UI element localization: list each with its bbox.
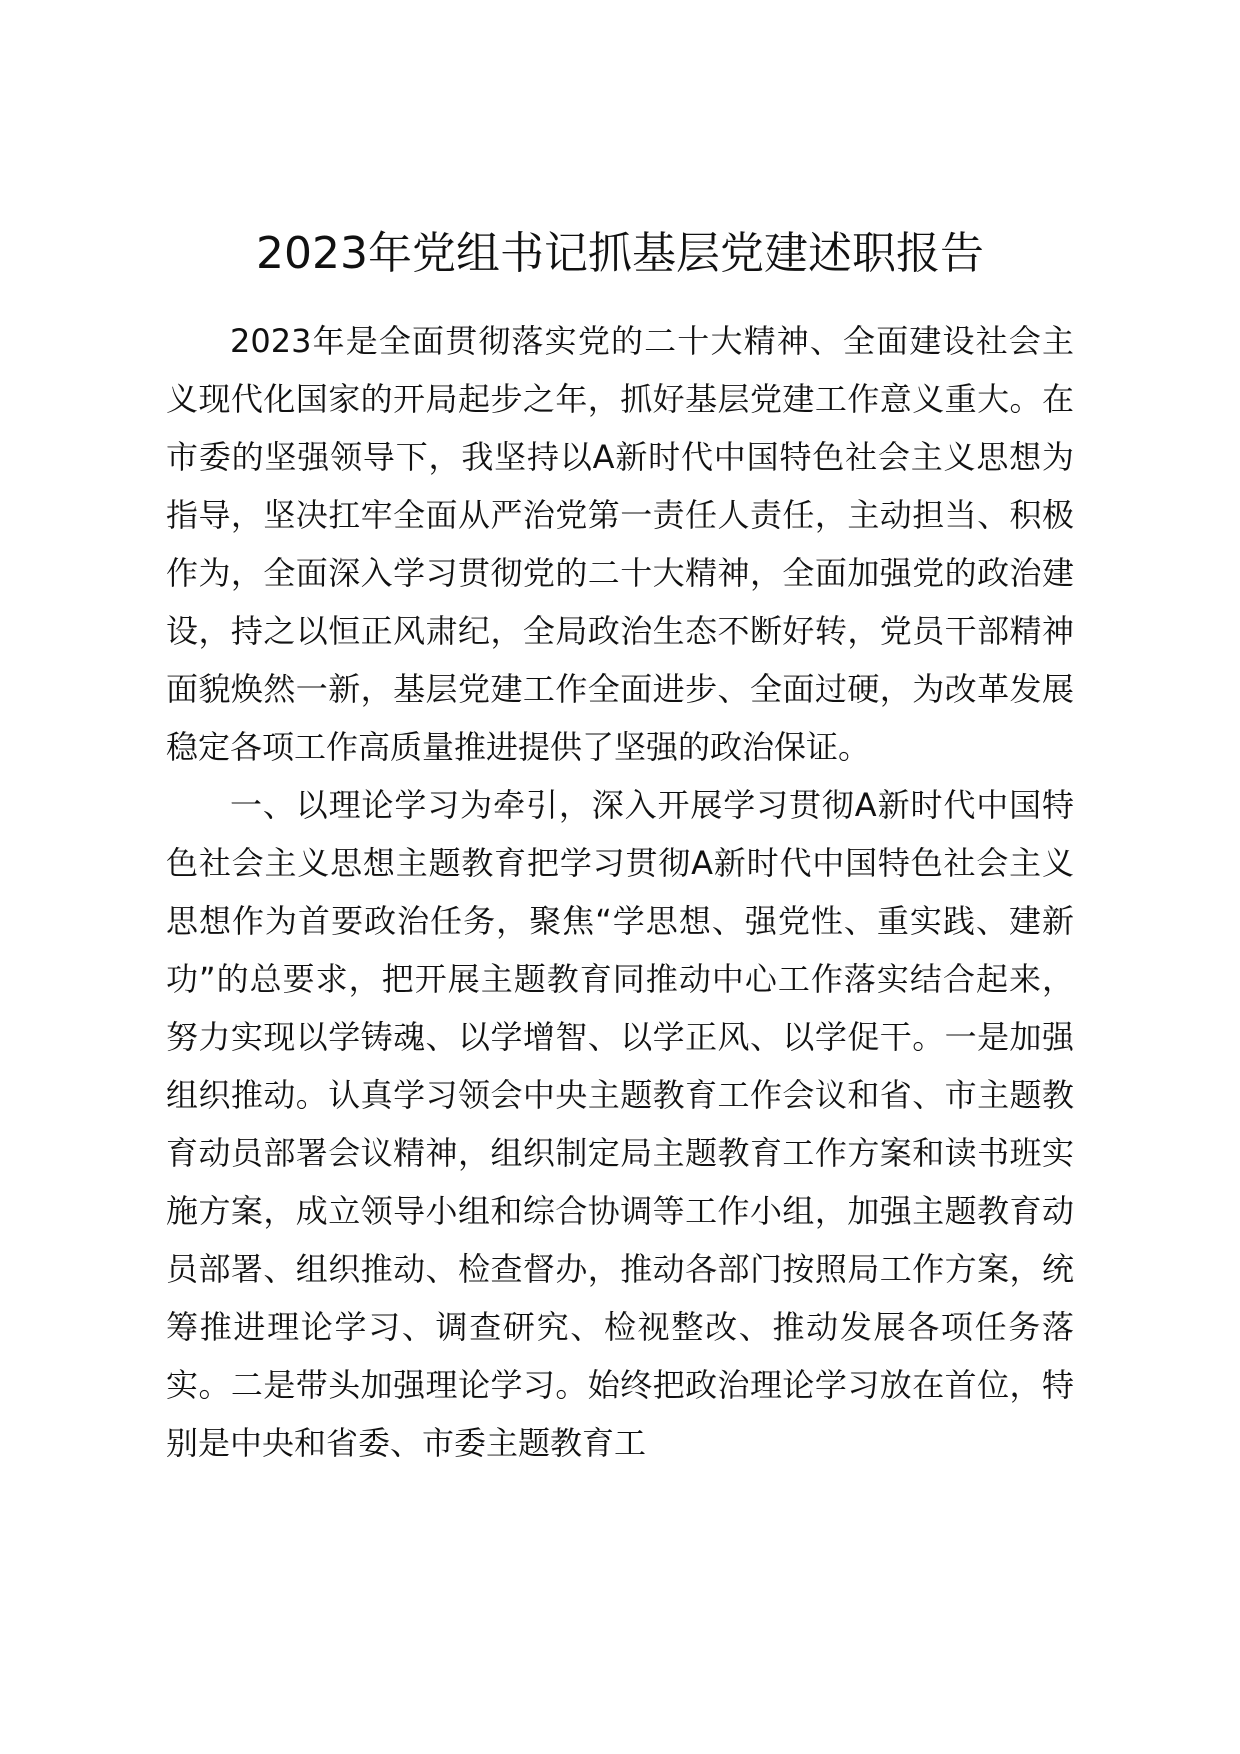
- paragraph-section-one: 一、以理论学习为牵引，深入开展学习贯彻A新时代中国特色社会主义思想主题教育把学习贯彻A新时代中国特色社会主义思想作为首要政治任务，聚焦“学思想、强党性、重实践、建新功”的总要求，把开展主题教育同推动中心工作落实结合起来，努力实现以学铸魂、以学增智、以学正风、以学促干。一是加强组织推动。认真学习领会中央主题教育工作会议和省、市主题教育动员部署会议精神，组织制定局主题教育工作方案和读书班实施方案，成立领导小组和综合协调等工作小组，加强主题教育动员部署、组织推动、检查督办，推动各部门按照局工作方案，统筹推进理论学习、调查研究、检视整改、推动发展各项任务落实。二是带头加强理论学习。始终把政治理论学习放在首位，特别是中央和省委、市委主题教育工: [166, 786, 1074, 1462]
- paragraph-intro: 2023年是全面贯彻落实党的二十大精神、全面建设社会主义现代化国家的开局起步之年，抓好基层党建工作意义重大。在市委的坚强领导下，我坚持以A新时代中国特色社会主义思想为指导，坚决扛牢全面从严治党第一责任人责任，主动担当、积极作为，全面深入学习贯彻党的二十大精神，全面加强党的政治建设，持之以恒正风肃纪，全局政治生态不断好转，党员干部精神面貌焕然一新，基层党建工作全面进步、全面过硬，为改革发展稳定各项工作高质量推进提供了坚强的政治保证。: [166, 322, 1074, 766]
- document-body: [166, 312, 1074, 1472]
- document-title: 2023年党组书记抓基层党建述职报告: [256, 228, 984, 279]
